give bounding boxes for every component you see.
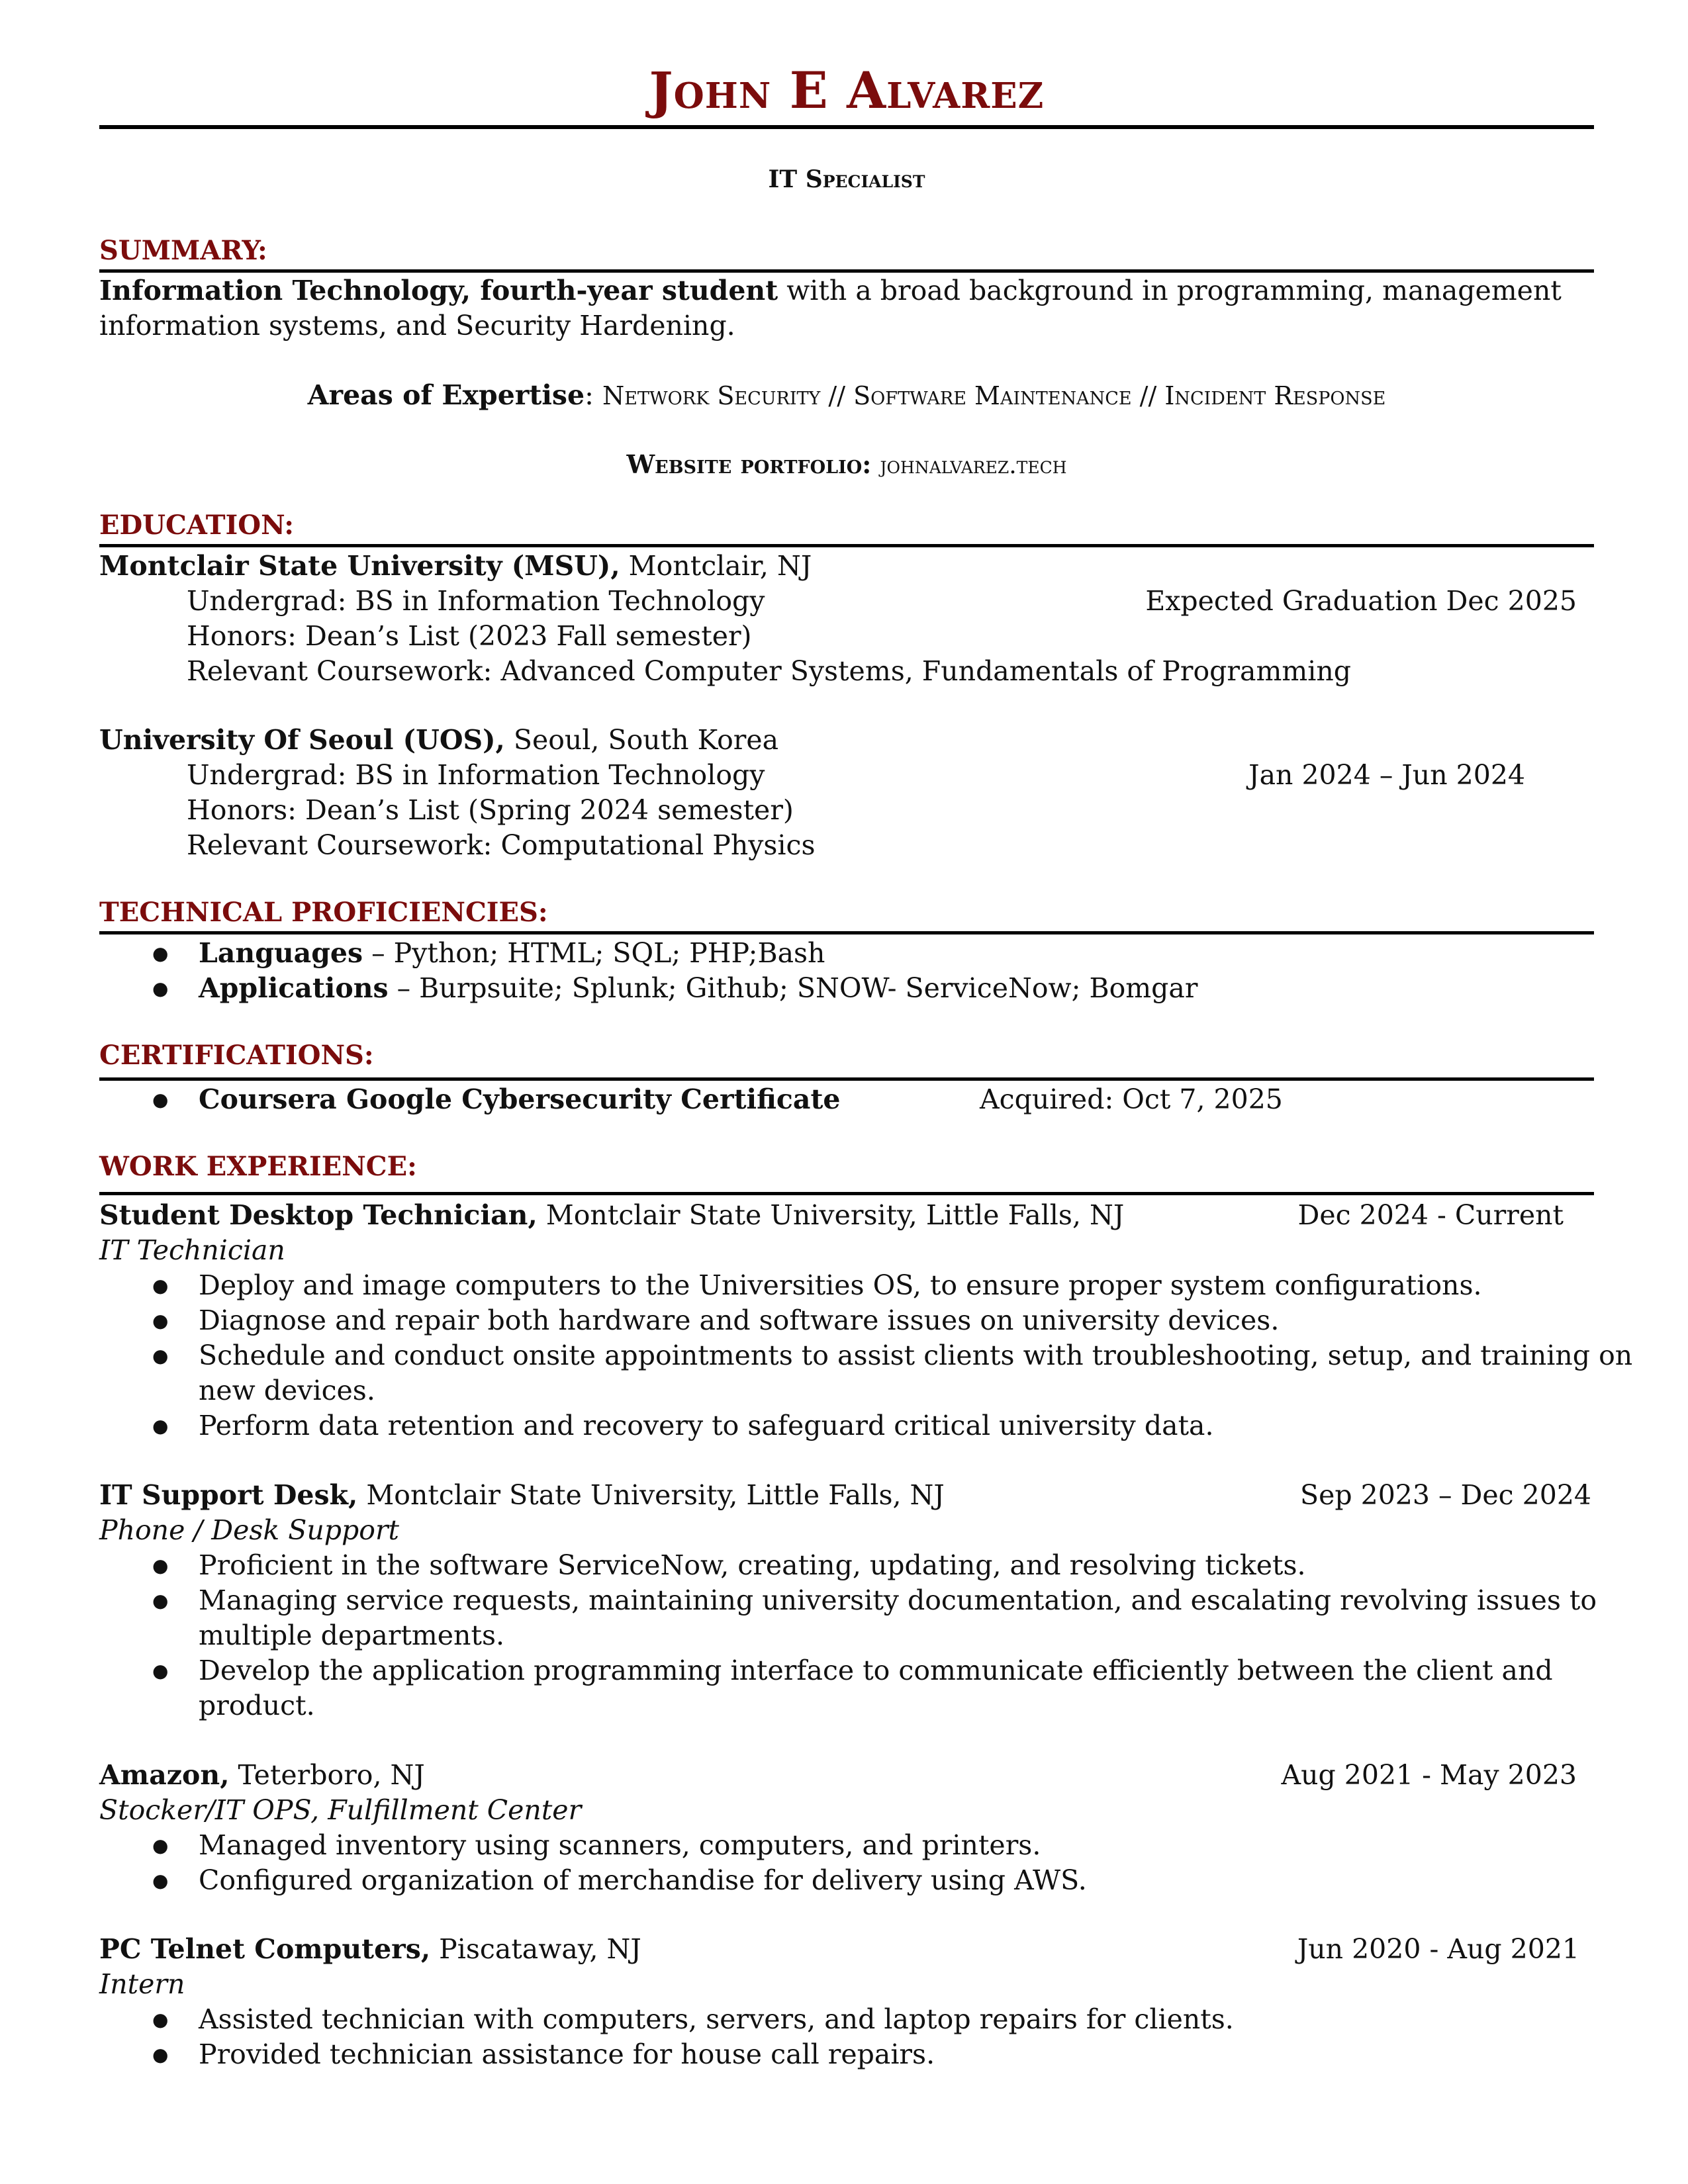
- job-org: Montclair State University, Little Falls, NJ: [357, 1479, 945, 1511]
- bullet-text: Deploy and image computers to the Universities OS, to ensure proper system configurations.: [199, 1269, 1482, 1301]
- job-date: Dec 2024 - Current: [1297, 1199, 1564, 1231]
- bullet-icon: ●: [152, 2009, 169, 2030]
- job-header: [99, 1478, 945, 1513]
- coursework: Relevant Coursework: Computational Physics: [187, 829, 816, 861]
- header-divider: [99, 125, 1594, 129]
- section-heading-certifications: CERTIFICATIONS:: [99, 1040, 374, 1071]
- school-name: Montclair State University (MSU),: [99, 550, 620, 582]
- job-title: PC Telnet Computers,: [99, 1933, 431, 1965]
- school-location: Seoul, South Korea: [504, 724, 779, 756]
- honors: Honors: Dean’s List (Spring 2024 semester): [187, 794, 794, 826]
- job-header: [99, 1758, 425, 1793]
- bullet-text: Managed inventory using scanners, computers, and printers.: [199, 1829, 1041, 1861]
- bullet-text: Configured organization of merchandise for delivery using AWS.: [199, 1864, 1087, 1896]
- bullet-icon: ●: [152, 2044, 169, 2066]
- skill-value: Python; HTML; SQL; PHP;Bash: [393, 937, 825, 969]
- job-org: Piscataway, NJ: [430, 1933, 641, 1965]
- skill-sep: –: [363, 937, 394, 969]
- section-heading-technical: TECHNICAL PROFICIENCIES:: [99, 897, 548, 928]
- bullet-icon: ●: [152, 1870, 169, 1891]
- website-label: Website portfolio:: [626, 449, 880, 479]
- summary-divider: [99, 269, 1594, 273]
- bullet-icon: ●: [152, 1555, 169, 1576]
- bullet-text: Proficient in the software ServiceNow, creating, updating, and resolving tickets.: [199, 1549, 1306, 1581]
- school-header: [99, 723, 778, 758]
- job-org: Montclair State University, Little Falls, NJ: [537, 1199, 1125, 1231]
- skill-sep: –: [388, 972, 420, 1004]
- bullet-text: Managing service requests, maintaining university documentation, and escalating revolving issues to: [199, 1584, 1597, 1616]
- certification-name: Coursera Google Cybersecurity Certificate: [199, 1083, 841, 1115]
- website-portfolio: [99, 447, 1594, 483]
- section-heading-education: EDUCATION:: [99, 510, 294, 541]
- job-date: Aug 2021 - May 2023: [1281, 1759, 1577, 1791]
- expertise-label: Areas of Expertise: [307, 379, 585, 411]
- degree: Undergrad: BS in Information Technology: [187, 585, 765, 617]
- job-date: Jun 2020 - Aug 2021: [1297, 1933, 1579, 1965]
- bullet-icon: ●: [152, 1415, 169, 1437]
- bullet-icon: ●: [152, 1275, 169, 1297]
- school-name: University Of Seoul (UOS),: [99, 724, 505, 756]
- summary-line-2: information systems, and Security Hardening.: [99, 310, 735, 341]
- bullet-text: new devices.: [199, 1375, 375, 1406]
- school-location: Montclair, NJ: [620, 550, 812, 582]
- bullet-text: Assisted technician with computers, servers, and laptop repairs for clients.: [199, 2003, 1234, 2035]
- bullet-icon: ●: [152, 1660, 169, 1682]
- bullet-text: multiple departments.: [199, 1619, 505, 1651]
- education-date: Expected Graduation Dec 2025: [1145, 585, 1577, 617]
- bullet-icon: ●: [152, 978, 169, 999]
- bullet-text: Diagnose and repair both hardware and software issues on university devices.: [199, 1304, 1280, 1336]
- job-title: IT Specialist: [768, 165, 925, 193]
- section-heading-work: WORK EXPERIENCE:: [99, 1151, 417, 1182]
- bullet-icon: ●: [152, 1590, 169, 1612]
- bullet-icon: ●: [152, 1835, 169, 1856]
- technical-divider: [99, 931, 1594, 934]
- bullet-icon: ●: [152, 1345, 169, 1367]
- job-title: IT Support Desk,: [99, 1479, 358, 1511]
- coursework: Relevant Coursework: Advanced Computer Systems, Fundamentals of Programming: [187, 655, 1351, 687]
- bullet-icon: ●: [152, 1310, 169, 1332]
- job-role: Intern: [99, 1968, 185, 2000]
- job-org: Teterboro, NJ: [229, 1759, 425, 1791]
- certification-date: Acquired: Oct 7, 2025: [980, 1083, 1283, 1115]
- degree: Undergrad: BS in Information Technology: [187, 759, 765, 791]
- skill-value: Burpsuite; Splunk; Github; SNOW- ServiceNow; Bomgar: [419, 972, 1198, 1004]
- summary-lead: Information Technology, fourth-year student: [99, 275, 778, 306]
- section-heading-summary: SUMMARY:: [99, 235, 267, 266]
- expertise-sep: :: [585, 379, 602, 411]
- bullet-text: Schedule and conduct onsite appointments to assist clients with troubleshooting, setup, and training on: [199, 1340, 1633, 1371]
- bullet-text: Provided technician assistance for house call repairs.: [199, 2038, 935, 2070]
- job-title: Student Desktop Technician,: [99, 1199, 538, 1231]
- bullet-icon: ●: [152, 942, 169, 964]
- honors: Honors: Dean’s List (2023 Fall semester): [187, 620, 752, 652]
- expertise-value: Network Security // Software Maintenance // Incident Response: [602, 381, 1386, 410]
- job-date: Sep 2023 – Dec 2024: [1299, 1479, 1591, 1511]
- education-date: Jan 2024 – Jun 2024: [1248, 759, 1525, 791]
- skill-label: Languages: [199, 937, 363, 969]
- skill-label: Applications: [199, 972, 389, 1004]
- job-role: Phone / Desk Support: [99, 1514, 400, 1546]
- candidate-name: John E Alvarez: [649, 61, 1045, 120]
- summary-line-1-rest: with a broad background in programming, management: [778, 275, 1562, 306]
- education-divider: [99, 544, 1594, 547]
- summary-line-1: [99, 273, 1562, 308]
- job-header: [99, 1198, 1124, 1233]
- bullet-text: Perform data retention and recovery to safeguard critical university data.: [199, 1410, 1214, 1441]
- bullet-text: Develop the application programming interface to communicate efficiently between the client and: [199, 1655, 1553, 1686]
- certifications-divider: [99, 1077, 1594, 1081]
- website-link[interactable]: johnalvarez.tech: [880, 452, 1067, 479]
- work-divider: [99, 1192, 1594, 1195]
- areas-of-expertise: [99, 378, 1594, 414]
- school-header: [99, 549, 812, 584]
- bullet-text: product.: [199, 1690, 315, 1721]
- job-role: Stocker/IT OPS, Fulfillment Center: [99, 1794, 582, 1826]
- job-role: IT Technician: [99, 1234, 285, 1266]
- job-title: Amazon,: [99, 1759, 230, 1791]
- job-header: [99, 1932, 641, 1967]
- bullet-icon: ●: [152, 1089, 169, 1111]
